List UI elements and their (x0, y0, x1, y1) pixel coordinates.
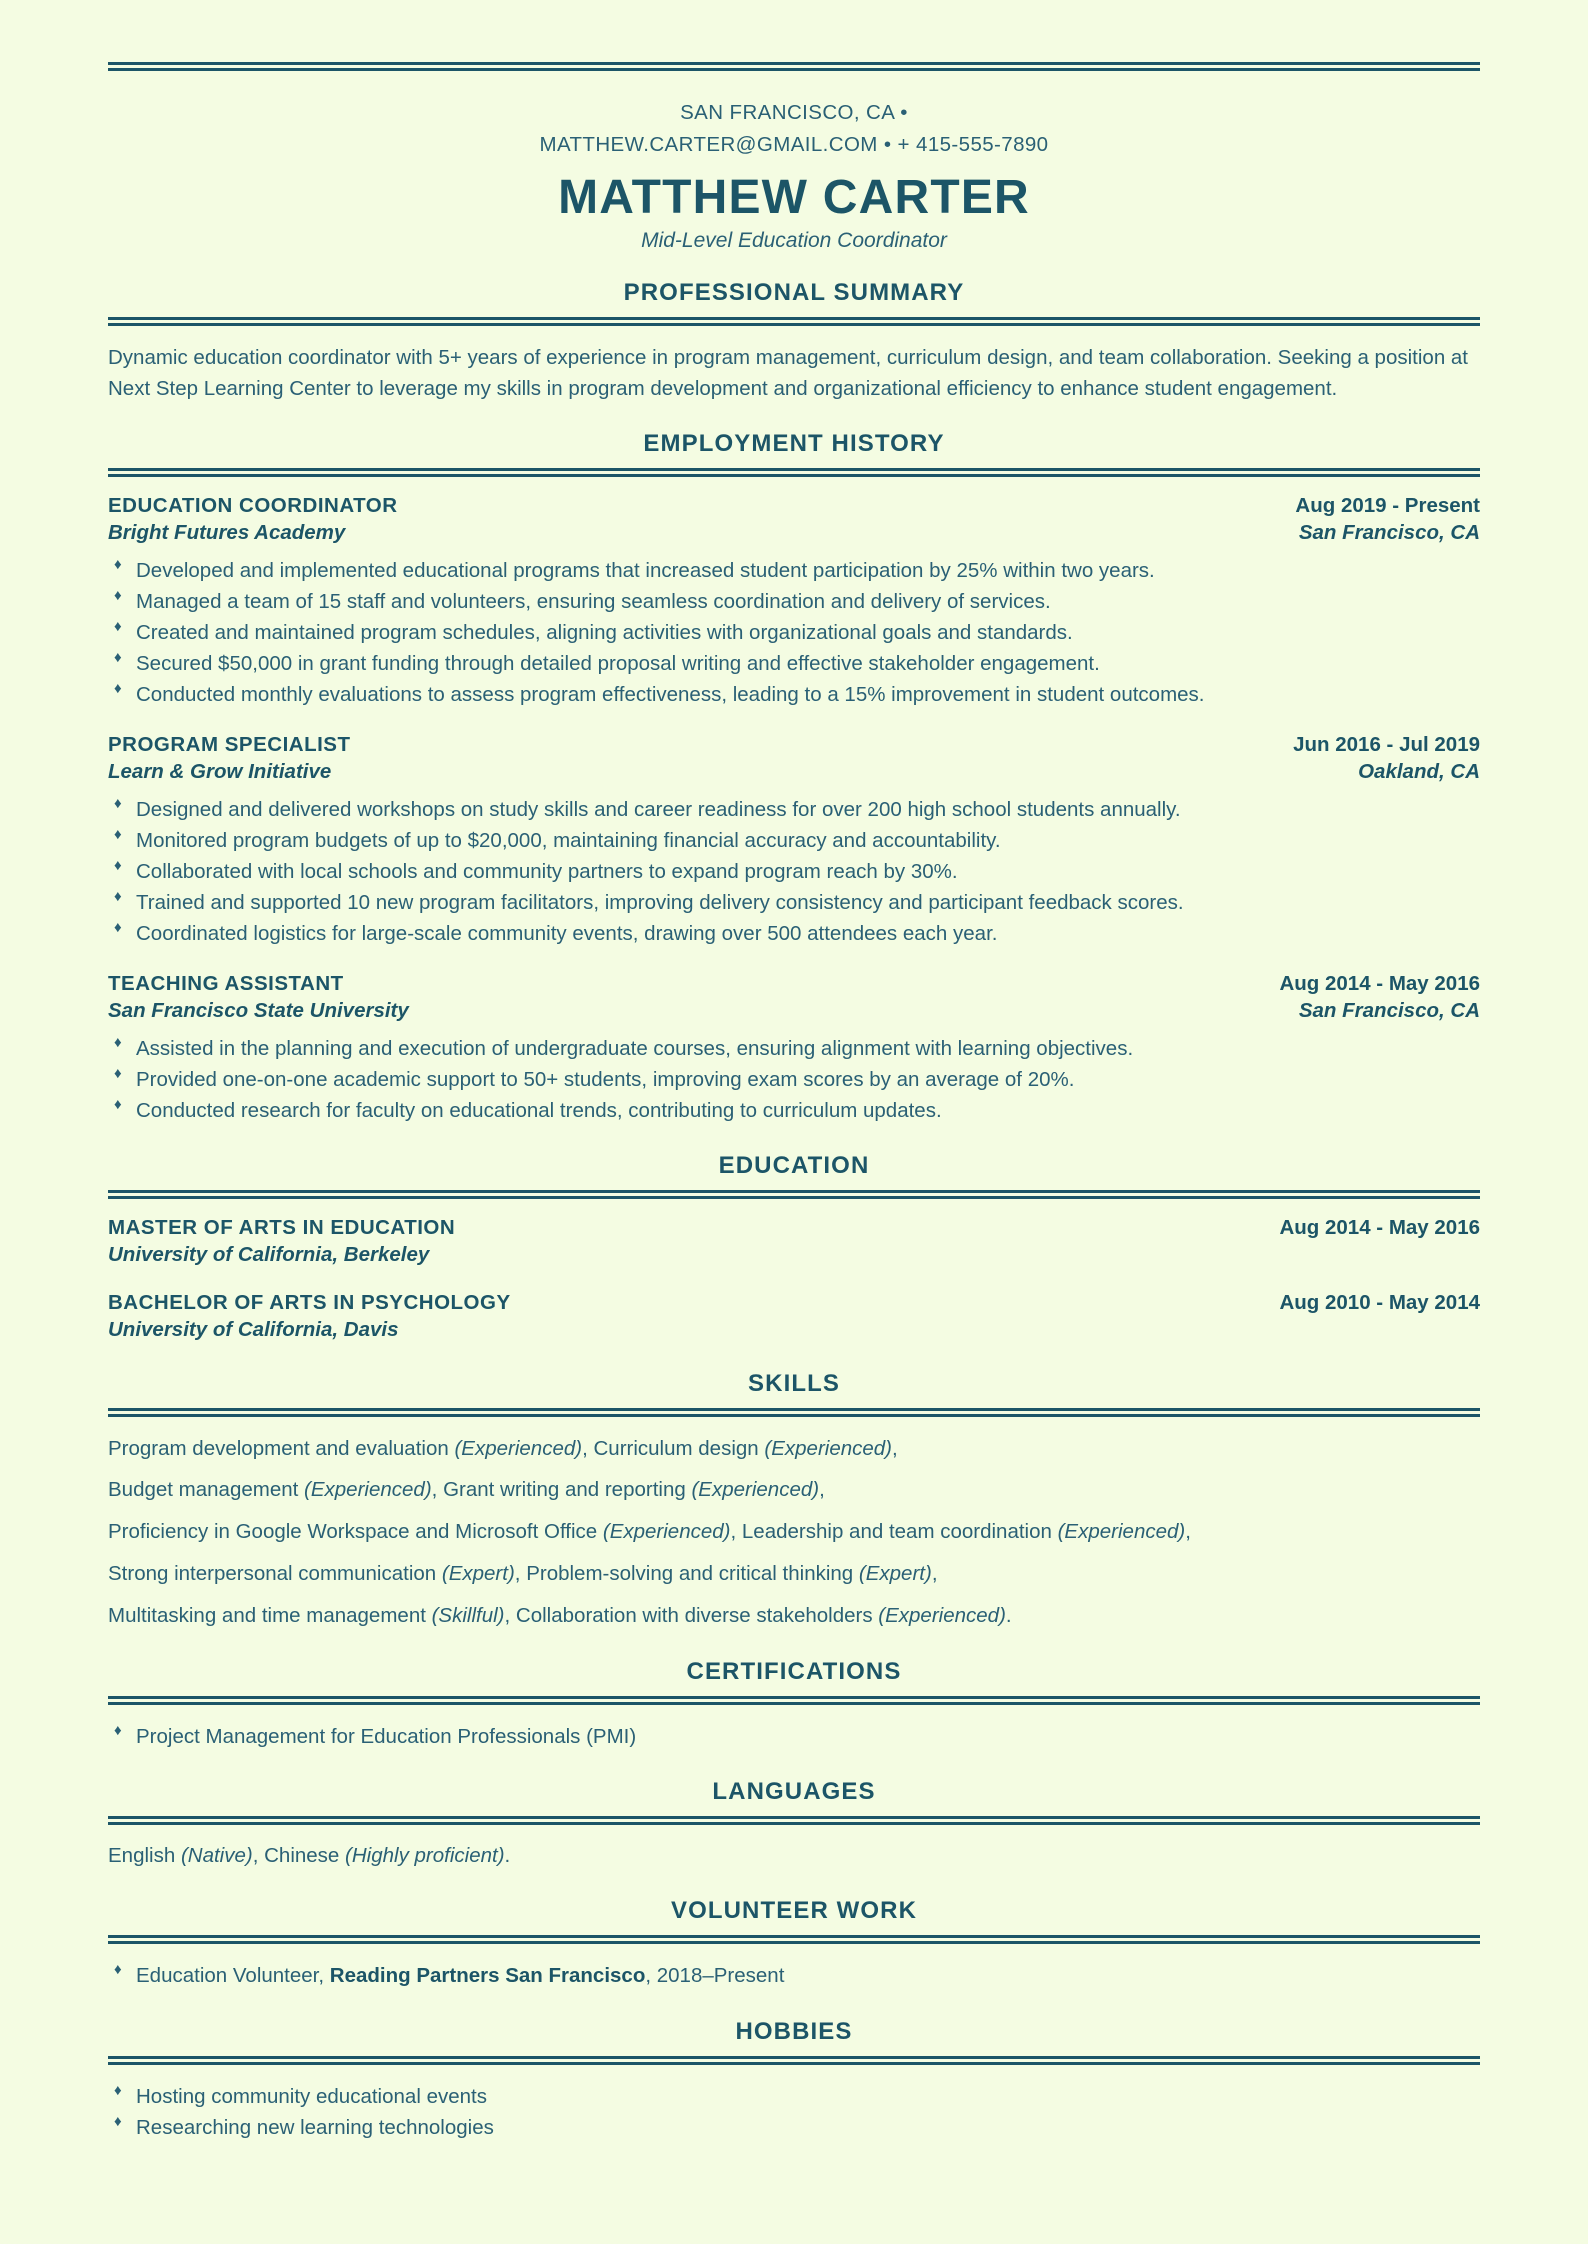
job-bullet-list (108, 555, 1480, 711)
job-bullet: ♦ Designed and delivered workshops on study skills and career readiness for over 200 high school students annually. (108, 794, 1480, 825)
job-title: EDUCATION COORDINATOR (108, 494, 398, 518)
job-title: PROGRAM SPECIALIST (108, 733, 351, 757)
languages-divider (108, 1816, 1480, 1825)
hobbies-section (108, 2081, 1480, 2143)
contact-line-1: SAN FRANCISCO, CA • (680, 101, 908, 124)
skill-line: Strong interpersonal communication (Expert), Problem-solving and critical thinking (Expert), (108, 1561, 938, 1585)
skill-line: Program development and evaluation (Experienced), Curriculum design (Experienced), (108, 1436, 898, 1460)
certifications-divider (108, 1696, 1480, 1705)
job-bullet: ♦ Provided one-on-one academic support to 50+ students, improving exam scores by an average of 20%. (108, 1064, 1480, 1095)
job-organization: Bright Futures Academy (108, 520, 346, 544)
school-name: University of California, Berkeley (108, 1242, 430, 1266)
job-bullet: ♦ Created and maintained program schedules, aligning activities with organizational goals and standards. (108, 617, 1480, 648)
volunteer-section (108, 1960, 1480, 1991)
job-organization: San Francisco State University (108, 999, 409, 1022)
employment-entry-header (108, 732, 1480, 759)
languages-section (108, 1841, 1480, 1872)
education-entry (108, 1290, 1480, 1343)
volunteer-item: ♦ Education Volunteer, Reading Partners San Francisco, 2018–Present (108, 1960, 1480, 1991)
job-bullet: ♦ Conducted research for faculty on educational trends, contributing to curriculum updates. (108, 1095, 1480, 1126)
section-title-employment: EMPLOYMENT HISTORY (643, 430, 945, 458)
employment-entry-subheader (108, 759, 1480, 786)
skills-divider (108, 1408, 1480, 1417)
certification-item: ♦ Project Management for Education Professionals (PMI) (108, 1721, 1480, 1752)
section-title-languages: LANGUAGES (712, 1777, 876, 1805)
certifications-section (108, 1721, 1480, 1752)
job-bullet: ♦ Assisted in the planning and execution of undergraduate courses, ensuring alignment with learning objectives. (108, 1033, 1480, 1064)
language-level: (Native) (180, 1843, 253, 1867)
job-bullet: ♦ Secured $50,000 in grant funding through detailed proposal writing and effective stakeholder engagement. (108, 648, 1480, 679)
section-title-education: EDUCATION (718, 1152, 870, 1180)
education-section (108, 1215, 1480, 1344)
employment-entry (108, 493, 1480, 710)
volunteer-organization: Reading Partners San Francisco (329, 1964, 646, 1988)
section-title-summary: PROFESSIONAL SUMMARY (623, 278, 965, 306)
degree-title: MASTER OF ARTS IN EDUCATION (108, 1216, 456, 1240)
job-bullet: ♦ Developed and implemented educational programs that increased student participation by 25% within two years. (108, 555, 1480, 586)
section-title-volunteer: VOLUNTEER WORK (670, 1897, 918, 1925)
school-name: University of California, Davis (108, 1318, 399, 1342)
employment-entry (108, 971, 1480, 1126)
skill-level: (Experienced) (304, 1478, 432, 1502)
employment-entry-subheader (108, 520, 1480, 547)
skill-level: (Experienced) (691, 1478, 820, 1502)
skill-level: (Expert) (858, 1561, 932, 1585)
hobbies-divider (108, 2056, 1480, 2065)
skill-line: Proficiency in Google Workspace and Microsoft Office (Experienced), Leadership and team coordination (Experienced), (108, 1520, 1191, 1544)
contact-line-2: MATTHEW.CARTER@GMAIL.COM • + 415-555-7890 (539, 132, 1049, 156)
education-entry-subheader (108, 1242, 1480, 1269)
education-entry-header (108, 1215, 1480, 1242)
skill-level: (Experienced) (764, 1436, 893, 1460)
volunteer-list (108, 1960, 1480, 1991)
summary-section (108, 342, 1480, 404)
section-title-hobbies: HOBBIES (735, 2017, 853, 2045)
education-entry-subheader (108, 1317, 1480, 1344)
candidate-subtitle: Mid-Level Education Coordinator (641, 228, 947, 252)
hobbies-list (108, 2081, 1480, 2143)
degree-date: Aug 2010 - May 2014 (1279, 1291, 1480, 1315)
education-divider (108, 1190, 1480, 1199)
job-organization: Learn & Grow Initiative (108, 759, 332, 783)
language-level: (Highly proficient) (345, 1843, 505, 1867)
skill-level: (Expert) (441, 1561, 515, 1585)
summary-text: Dynamic education coordinator with 5+ years of experience in program management, curriculum design, and team collaboration. Seeking a position at Next Step Learning Center to leverage my skills in program development and organizational efficiency to enhance student engagement. (108, 345, 1469, 401)
job-bullet: ♦ Conducted monthly evaluations to assess program effectiveness, leading to a 15% improvement in student outcomes. (108, 679, 1480, 710)
job-bullet: ♦ Collaborated with local schools and community partners to expand program reach by 30%. (108, 856, 1480, 887)
employment-divider (108, 468, 1480, 477)
certifications-list (108, 1721, 1480, 1752)
skill-line: Budget management (Experienced), Grant writing and reporting (Experienced), (108, 1478, 825, 1502)
top-divider (108, 62, 1480, 71)
job-bullet: ♦ Trained and supported 10 new program facilitators, improving delivery consistency and participant feedback scores. (108, 887, 1480, 918)
employment-entry (108, 732, 1480, 949)
job-title: TEACHING ASSISTANT (108, 972, 344, 996)
volunteer-divider (108, 1935, 1480, 1944)
employment-section (108, 493, 1480, 1126)
job-bullet: ♦ Managed a team of 15 staff and volunteers, ensuring seamless coordination and delivery of services. (108, 586, 1480, 617)
skill-line: Multitasking and time management (Skillful), Collaboration with diverse stakeholders (Experienced). (108, 1603, 1012, 1627)
job-bullet-list (108, 1033, 1480, 1126)
job-date: Jun 2016 - Jul 2019 (1293, 733, 1480, 757)
section-title-certifications: CERTIFICATIONS (686, 1657, 902, 1685)
job-location: San Francisco, CA (1298, 999, 1480, 1022)
skill-level: (Skillful) (431, 1603, 505, 1627)
employment-entry-subheader (108, 998, 1480, 1025)
job-bullet-list (108, 794, 1480, 950)
job-location: Oakland, CA (1358, 759, 1480, 783)
job-bullet: ♦ Coordinated logistics for large-scale community events, drawing over 500 attendees each year. (108, 918, 1480, 949)
skill-level: (Experienced) (454, 1436, 583, 1460)
skill-level: (Experienced) (1057, 1520, 1186, 1544)
hobby-item: ♦ Hosting community educational events (108, 2081, 1480, 2112)
job-date: Aug 2019 - Present (1295, 494, 1480, 518)
resume-header (108, 97, 1480, 253)
job-bullet: ♦ Monitored program budgets of up to $20,000, maintaining financial accuracy and accountability. (108, 825, 1480, 856)
education-entry (108, 1215, 1480, 1268)
hobby-item: ♦ Researching new learning technologies (108, 2112, 1480, 2143)
summary-divider (108, 317, 1480, 326)
degree-title: BACHELOR OF ARTS IN PSYCHOLOGY (108, 1291, 511, 1315)
skills-section (108, 1433, 1480, 1632)
candidate-name: MATTHEW CARTER (558, 170, 1030, 224)
job-date: Aug 2014 - May 2016 (1279, 972, 1480, 996)
degree-date: Aug 2014 - May 2016 (1279, 1216, 1480, 1240)
employment-entry-header (108, 971, 1480, 998)
skill-level: (Experienced) (602, 1520, 731, 1544)
languages-line: English (Native), Chinese (Highly proficient). (108, 1843, 511, 1867)
skill-level: (Experienced) (878, 1603, 1006, 1627)
education-entry-header (108, 1290, 1480, 1317)
job-location: San Francisco, CA (1298, 520, 1480, 544)
employment-entry-header (108, 493, 1480, 520)
section-title-skills: SKILLS (748, 1369, 840, 1397)
